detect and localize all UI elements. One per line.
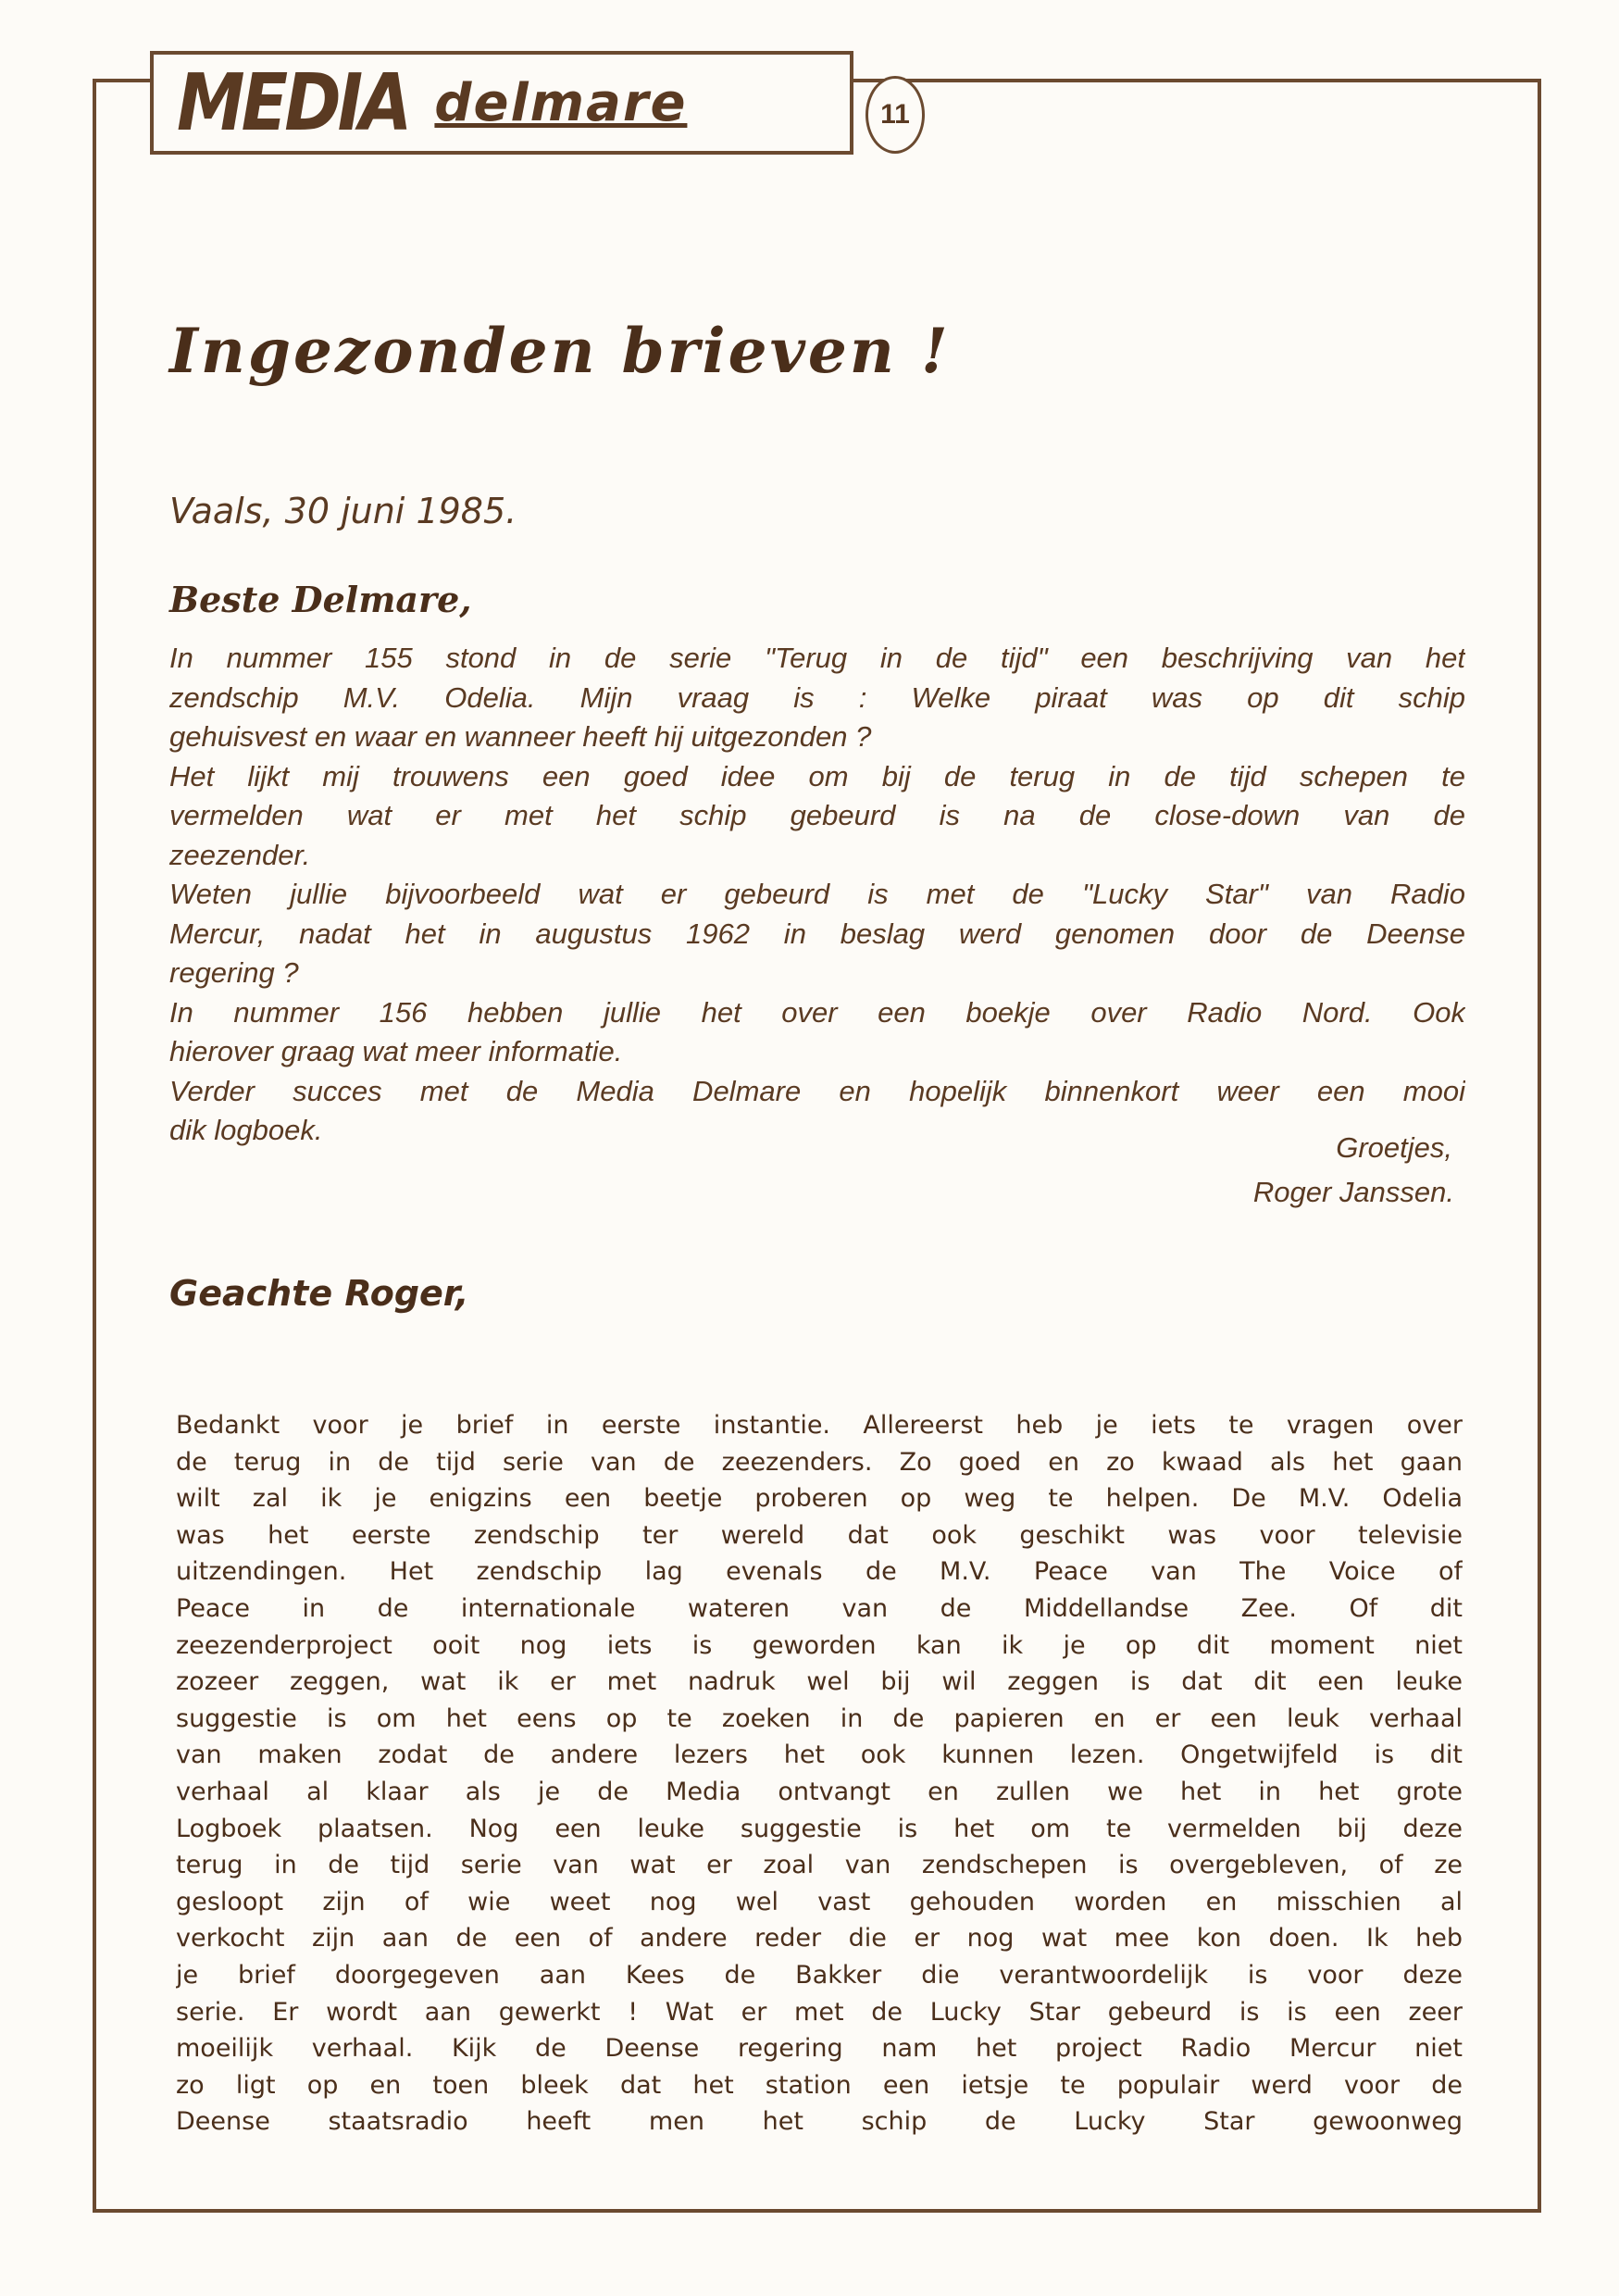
reply-line: wilt zal ik je enigzins een beetje proberen op weg te helpen. De M.V. Odelia — [176, 1484, 1463, 1514]
letter-line: Weten jullie bijvoorbeeld wat er gebeurd is met de "Lucky Star" van Radio — [169, 878, 1465, 910]
letter-signature: Roger Janssen. — [1252, 1176, 1454, 1208]
letter-line: dik logboek. — [169, 1114, 323, 1146]
letter-closing: Groetjes, — [1336, 1131, 1452, 1164]
reply-line: Logboek plaatsen. Nog een leuke suggestie is het om te vermelden bij deze — [176, 1814, 1463, 1843]
reply-line: zeezenderproject ooit nog iets is geworden kan ik je op dit moment niet — [176, 1630, 1463, 1660]
reply-salutation: Geachte Roger, — [169, 1273, 469, 1314]
reply-line: van maken zodat de andere lezers het ook kunnen lezen. Ongetwijfeld is dit — [176, 1741, 1463, 1770]
reply-line: gesloopt zijn of wie weet nog wel vast gehouden worden en misschien al — [176, 1887, 1463, 1916]
letter-line: regering ? — [169, 956, 299, 989]
logo-media: MEDIA — [177, 56, 409, 149]
reply-line: uitzendingen. Het zendschip lag evenals de M.V. Peace van The Voice of — [176, 1557, 1463, 1587]
reply-line: verkocht zijn aan de een of andere reder die er nog wat mee kon doen. Ik heb — [176, 1924, 1463, 1953]
reply-line: suggestie is om het eens op te zoeken in de papieren en er een leuk verhaal — [176, 1703, 1463, 1733]
reply-line: serie. Er wordt aan gewerkt ! Wat er met de Lucky Star gebeurd is is een zeer — [176, 1997, 1463, 2027]
letter-body — [169, 639, 1465, 1151]
reply-line: Peace in de internationale wateren van de Middellandse Zee. Of dit — [176, 1593, 1463, 1623]
magazine-logo — [150, 51, 853, 155]
letter-line: zendschip M.V. Odelia. Mijn vraag is : Welke piraat was op dit schip — [169, 680, 1465, 714]
reply-line: Deense staatsradio heeft men het schip de Lucky Star gewoonweg — [176, 2107, 1463, 2137]
reply-line: de terug in de tijd serie van de zeezenders. Zo goed en zo kwaad als het gaan — [176, 1447, 1463, 1477]
reply-line: je brief doorgegeven aan Kees de Bakker die verantwoordelijk is voor deze — [176, 1960, 1463, 1990]
page-title: Ingezonden brieven ! — [169, 315, 951, 387]
letter-line: In nummer 155 stond in de serie "Terug in de tijd" een beschrijving van het — [169, 642, 1465, 674]
page-number: 11 — [866, 76, 925, 154]
reply-line: zozeer zeggen, wat ik er met nadruk wel bij wil zeggen is dat dit een leuke — [176, 1667, 1463, 1697]
letter-line: Verder succes met de Media Delmare en hopelijk binnenkort weer een mooi — [169, 1074, 1465, 1107]
letter-line: Mercur, nadat het in augustus 1962 in beslag werd genomen door de Deense — [169, 917, 1465, 950]
reply-line: zo ligt op en toen bleek dat het station een ietsje te populair werd voor de — [176, 2070, 1463, 2100]
letter-line: zeezender. — [169, 838, 311, 871]
letter-salutation: Beste Delmare, — [169, 579, 472, 620]
logo-delmare: delmare — [434, 72, 688, 133]
letter-line: Het lijkt mij trouwens een goed idee om bij de terug in de tijd schepen te — [169, 759, 1465, 792]
letter-line: gehuisvest en waar en wanneer heeft hij uitgezonden ? — [169, 720, 872, 753]
reply-line: verhaal al klaar als je de Media ontvangt en zullen we het in het grote — [176, 1777, 1463, 1806]
reply-line: moeilijk verhaal. Kijk de Deense regering nam het project Radio Mercur niet — [176, 2034, 1463, 2064]
reply-line: terug in de tijd serie van wat er zoal van zendschepen is overgebleven, of ze — [176, 1851, 1463, 1880]
letter-place-date: Vaals, 30 juni 1985. — [169, 491, 517, 531]
letter-line: vermelden wat er met het schip gebeurd is na de close-down van de — [169, 799, 1465, 831]
reply-line: was het eerste zendschip ter wereld dat ook geschikt was voor televisie — [176, 1520, 1463, 1550]
reply-line: Bedankt voor je brief in eerste instantie. Allereerst heb je iets te vragen over — [176, 1411, 1463, 1440]
letter-line: In nummer 156 hebben jullie het over een boekje over Radio Nord. Ook — [169, 995, 1465, 1029]
letter-line: hierover graag wat meer informatie. — [169, 1035, 623, 1067]
reply-body — [176, 1407, 1463, 2140]
